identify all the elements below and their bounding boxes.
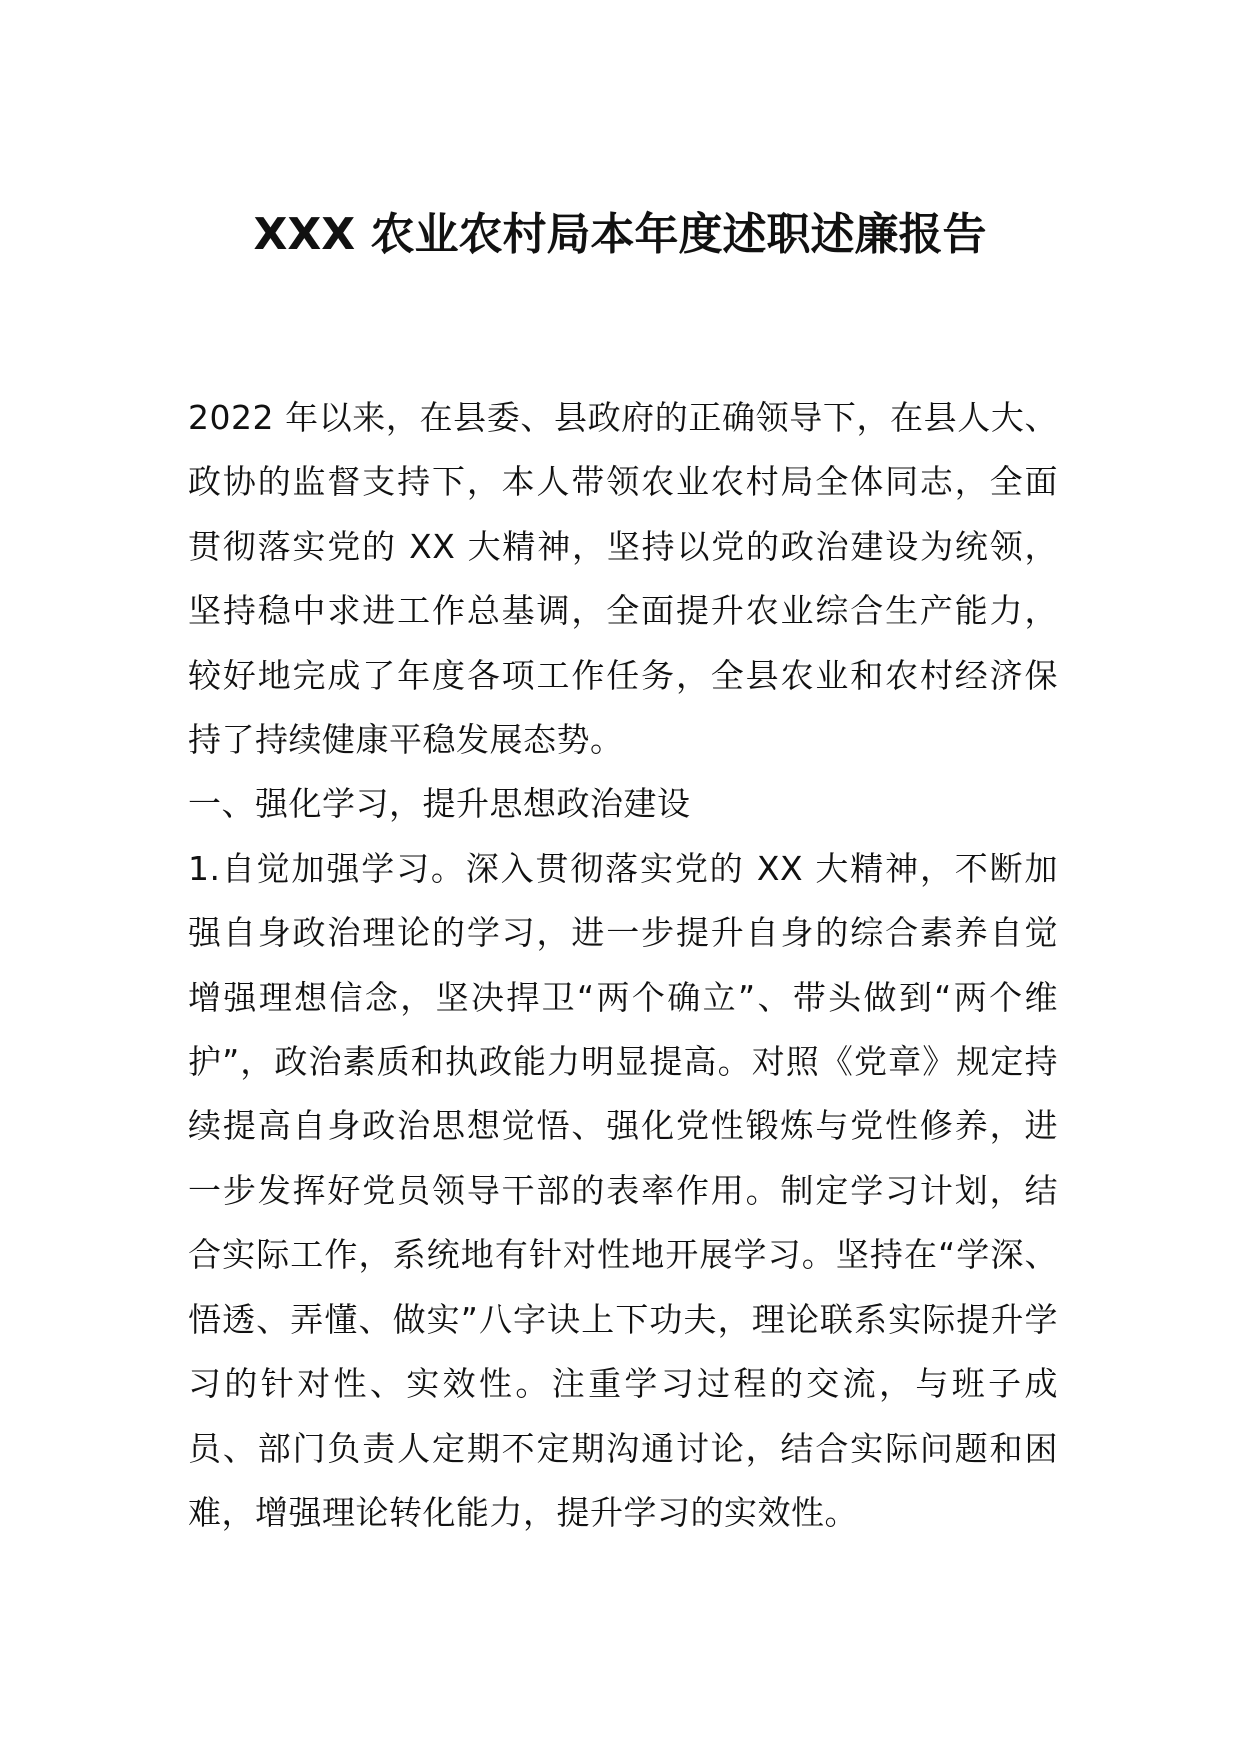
intro-paragraph: 2022 年以来，在县委、县政府的正确领导下，在县人大、政协的监督支持下，本人带领农业农村局全体同志，全面贯彻落实党的 XX 大精神，坚持以党的政治建设为统领，坚持稳中求进工作总基调，全面提升农业综合生产能力，较好地完成了年度各项工作任务，全县农业和农村经济保持了持续健康平稳发展态势。: [188, 398, 1058, 760]
document-title: XXX 农业农村局本年度述职述廉报告: [253, 209, 987, 260]
section-heading-1: 一、强化学习，提升思想政治建设: [188, 784, 691, 824]
section-1-item-1-paragraph: 1.自觉加强学习。深入贯彻落实党的 XX 大精神，不断加强自身政治理论的学习，进一步提升自身的综合素养自觉增强理想信念，坚决捍卫“两个确立”、带头做到“两个维护”，政治素质和执政能力明显提高。对照《党章》规定持续提高自身政治思想觉悟、强化党性锻炼与党性修养，进一步发挥好党员领导干部的表率作用。制定学习计划，结合实际工作，系统地有针对性地开展学习。坚持在“学深、悟透、弄懂、做实”八字诀上下功夫，理论联系实际提升学习的针对性、实效性。注重学习过程的交流，与班子成员、部门负责人定期不定期沟通讨论，结合实际问题和困难，增强理论转化能力，提升学习的实效性。: [188, 848, 1058, 1532]
document-body: [188, 386, 1058, 1545]
